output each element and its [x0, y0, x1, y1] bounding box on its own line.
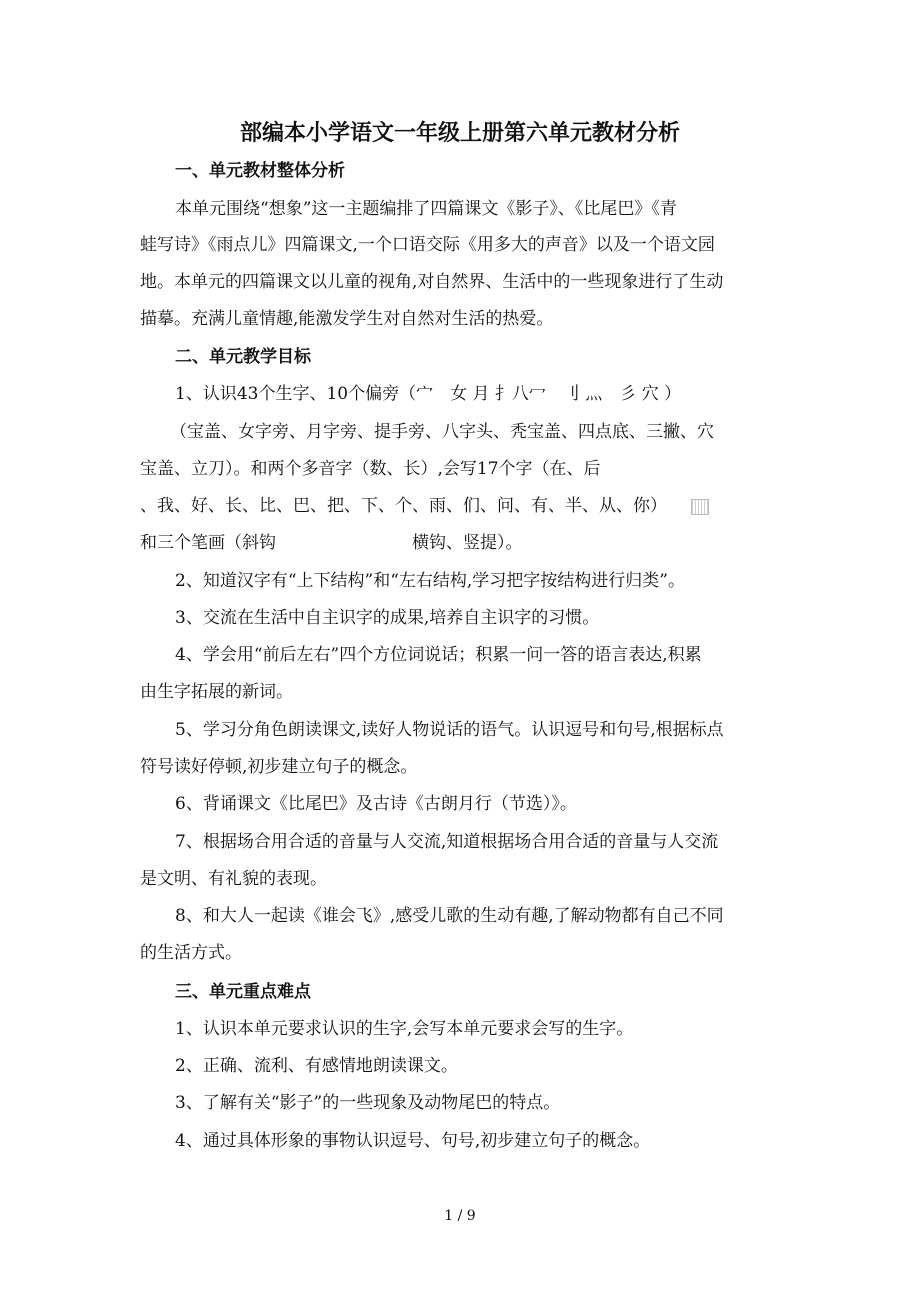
section-heading: 一、单元教材整体分析 [175, 161, 345, 181]
text-line: 地。本单元的四篇课文以儿童的视角,对自然界、生活中的一些现象进行了生动 [140, 272, 724, 292]
text-line: 由生字拓展的新词。 [140, 682, 293, 702]
text-line: 1、认识43个生字、10个偏旁（宀 女 月 扌八冖 刂 灬 彡 穴 ） [175, 384, 682, 404]
text-line: 描摹。充满儿童情趣,能激发学生对自然对生活的热爱。 [140, 309, 554, 329]
text-line: 7、根据场合用合适的音量与人交流,知道根据场合用合适的音量与人交流 [175, 832, 719, 852]
text-span: 、我、好、长、比、巴、把、下、个、雨、们、问、有、半、从、你） [140, 496, 667, 516]
stroke-image-icon [691, 499, 709, 515]
page-number: 1 / 9 [444, 1208, 476, 1224]
text-line: 是文明、有礼貌的表现。 [140, 869, 327, 889]
text-line: 符号读好停顿,初步建立句子的概念。 [140, 757, 418, 777]
text-line: 4、学会用“前后左右”四个方位词说话；积累一问一答的语言表达,积累 [175, 645, 702, 665]
text-line: 本单元围绕“想象”这一主题编排了四篇课文《影子》、《比尾巴》《青 [175, 199, 677, 219]
document-title: 部编本小学语文一年级上册第六单元教材分析 [239, 120, 680, 146]
text-line: 5、学习分角色朗读课文,读好人物说话的语气。认识逗号和句号,根据标点 [175, 720, 724, 740]
text-line: 蛙写诗》《雨点儿》四篇课文,一个口语交际《用多大的声音》以及一个语文园 [140, 235, 715, 255]
text-line: （宝盖、女字旁、月字旁、提手旁、八字头、秃宝盖、四点底、三撇、穴 [170, 422, 714, 442]
text-line: 6、背诵课文《比尾巴》及古诗《古朗月行（节选）》。 [175, 794, 577, 814]
section-heading: 二、单元教学目标 [175, 347, 311, 367]
text-line: 1、认识本单元要求认识的生字,会写本单元要求会写的生字。 [175, 1019, 634, 1039]
text-line: 宝盖、立刀）。和两个多音字（数、长）,会写17个字（在、后 [140, 459, 601, 479]
text-line: 3、交流在生活中自主识字的成果,培养自主识字的习惯。 [175, 608, 600, 628]
text-line: 和三个笔画（斜钩 横钩、竖提）。 [140, 533, 523, 553]
text-line: 8、和大人一起读《谁会飞》,感受儿歌的生动有趣,了解动物都有自己不同 [175, 906, 724, 926]
text-line: 的生活方式。 [140, 943, 242, 963]
text-line: 4、通过具体形象的事物认识逗号、句号,初步建立句子的概念。 [175, 1131, 651, 1151]
text-line: 3、了解有关“影子”的一些现象及动物尾巴的特点。 [175, 1093, 561, 1113]
text-line: 2、知道汉字有“上下结构”和“左右结构,学习把字按结构进行归类”。 [175, 571, 685, 591]
text-line: 2、正确、流利、有感情地朗读课文。 [175, 1056, 458, 1076]
section-heading: 三、单元重点难点 [175, 982, 311, 1002]
text-line [140, 488, 709, 524]
